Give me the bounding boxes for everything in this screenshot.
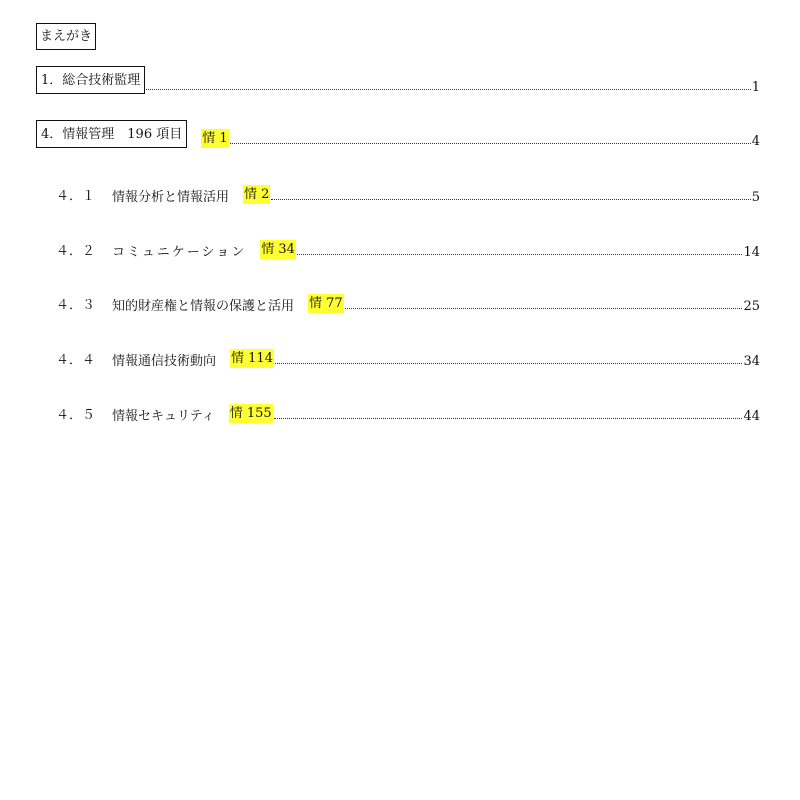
toc-entry-4-5-title: 情報セキュリティ — [112, 409, 215, 424]
toc-entry-1-page: 1 — [751, 80, 760, 95]
toc-entry-4-2[interactable] — [56, 235, 760, 259]
toc-entry-4-1-page: 5 — [751, 190, 760, 205]
toc-entry-4-1[interactable] — [56, 180, 760, 204]
toc-entry-4-number: 4． — [41, 126, 63, 142]
toc-entry-4-5-leader — [274, 418, 743, 419]
toc-entry-4-1-number: ４．１ — [56, 189, 96, 204]
toc-entry-4-1-tag: 情 2 — [244, 187, 270, 202]
toc-entry-4-2-page: 14 — [743, 245, 760, 260]
toc-entry-4-tag: 情 1 — [202, 131, 228, 146]
preface-label: まえがき — [40, 29, 93, 44]
toc-entry-4-5[interactable] — [56, 399, 760, 423]
toc-entry-4-3-number: ４．３ — [56, 298, 96, 313]
toc-entry-4-5-page: 44 — [743, 409, 760, 424]
toc-entry-4[interactable] — [36, 124, 760, 148]
toc-entry-4-title-box — [36, 120, 187, 148]
toc-entry-4-4-leader — [275, 363, 742, 364]
toc-entry-4-3[interactable] — [56, 289, 760, 313]
toc-entry-4-1-title: 情報分析と情報活用 — [112, 190, 230, 205]
toc-entry-4-page: 4 — [751, 134, 760, 149]
toc-entry-1-title: 総合技術監理 — [62, 72, 141, 88]
toc-entry-4-2-leader — [297, 254, 743, 255]
toc-entry-1-number: 1． — [41, 72, 63, 88]
toc-entry-4-leader — [230, 143, 751, 144]
toc-entry-4-title: 情報管理 196 項目 — [62, 126, 183, 142]
toc-entry-4-3-leader — [345, 308, 743, 309]
toc-entry-4-1-leader — [271, 199, 750, 200]
toc-entry-4-5-number: ４．５ — [56, 408, 96, 423]
toc-entry-4-2-number: ４．２ — [56, 244, 96, 259]
toc-entry-4-3-title: 知的財産権と情報の保護と活用 — [112, 299, 295, 314]
toc-entry-1-leader — [146, 89, 750, 90]
toc-entry-4-4-number: ４．４ — [56, 353, 96, 368]
toc-entry-4-4-tag: 情 114 — [231, 351, 273, 366]
toc-entry-1-title-box — [36, 66, 145, 94]
toc-entry-4-3-page: 25 — [743, 299, 760, 314]
toc-entry-4-2-tag: 情 34 — [261, 242, 295, 257]
toc-entry-4-2-title: コミュニケーション — [112, 245, 247, 260]
toc-entry-4-4-title: 情報通信技術動向 — [112, 354, 217, 369]
toc-entry-4-4-page: 34 — [743, 354, 760, 369]
toc-entry-1[interactable] — [36, 70, 760, 94]
toc-entry-4-4[interactable] — [56, 344, 760, 368]
preface-heading — [36, 23, 96, 50]
toc-entry-4-5-tag: 情 155 — [229, 406, 272, 421]
toc-entry-4-3-tag: 情 77 — [309, 296, 343, 311]
